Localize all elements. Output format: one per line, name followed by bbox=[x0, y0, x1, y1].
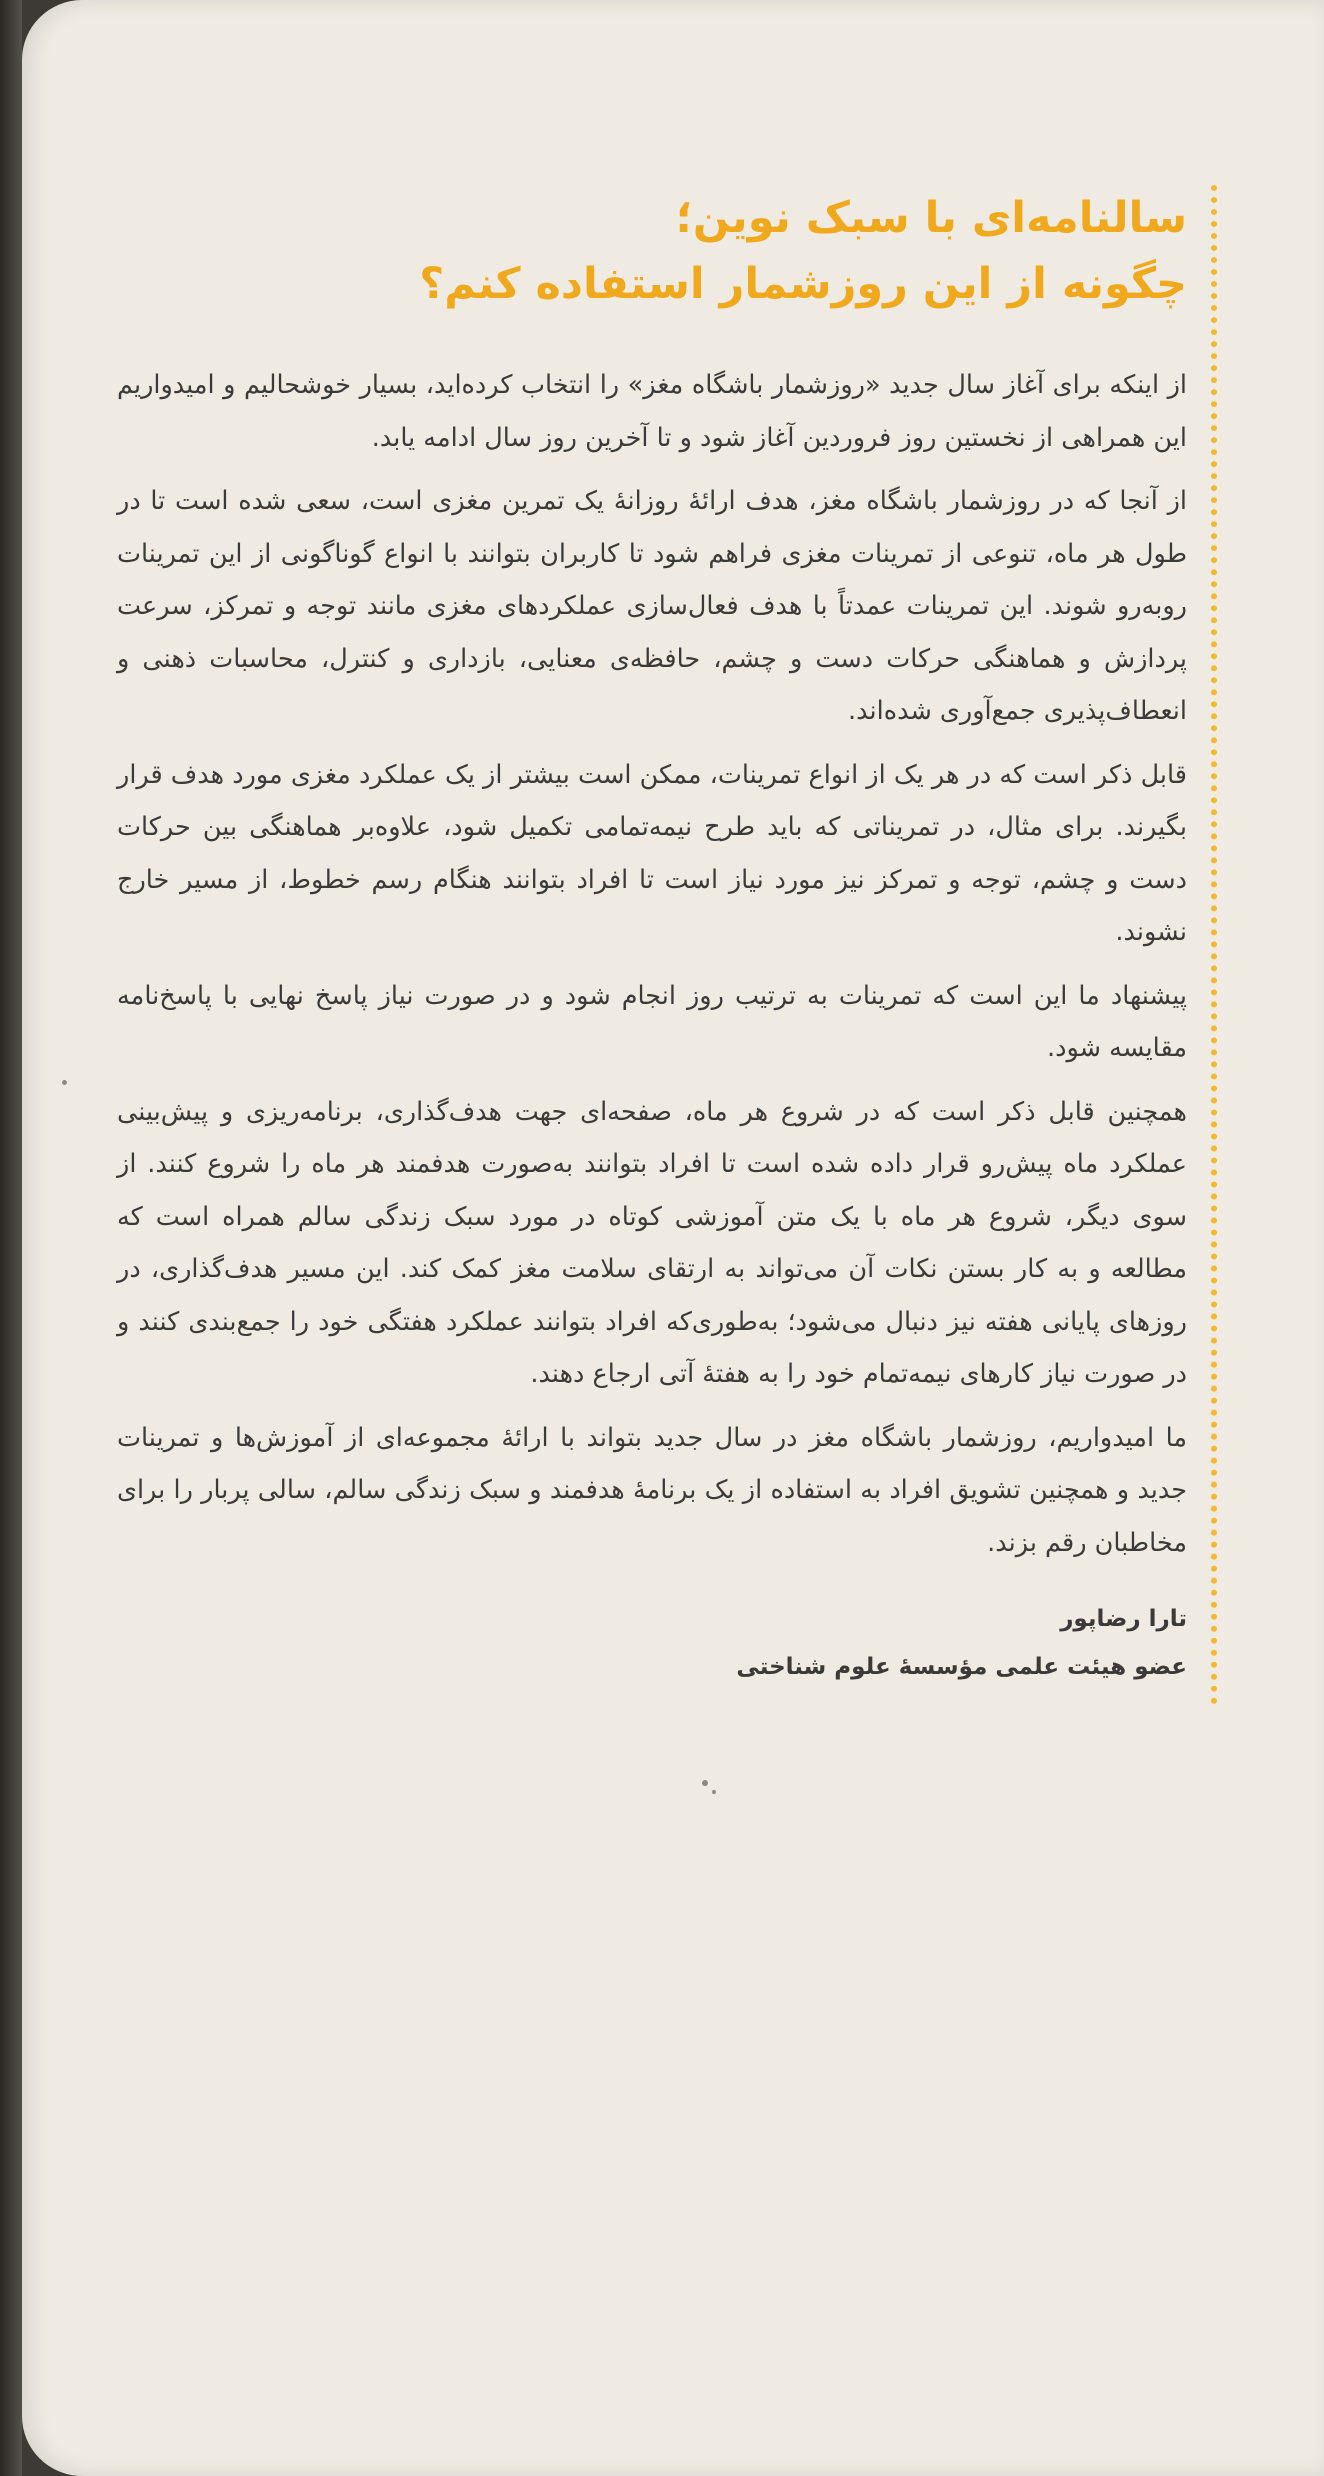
author-signature bbox=[117, 1595, 1187, 1691]
paragraph: قابل ذکر است که در هر یک از انواع تمرینات، ممکن است بیشتر از یک عملکرد مغزی مورد هدف قرار بگیرند. برای مثال، در تمریناتی که باید طرح نیمه‌تمامی تکمیل شود، علاوه‌بر هماهنگی بین حرکات دست و چشم، توجه و تمرکز نیز مورد نیاز است تا افراد بتوانند هنگام رسم خطوط، از مسیر خارج نشوند. bbox=[117, 759, 1187, 947]
paragraph: از اینکه برای آغاز سال جدید «روزشمار باشگاه مغز» را انتخاب کرده‌اید، بسیار خوشحالیم و امیدواریم این همراهی از نخستین روز فروردین آغاز شود و تا آخرین روز سال ادامه یابد. bbox=[117, 370, 1187, 453]
paper-speck bbox=[62, 1080, 67, 1085]
article-body bbox=[117, 359, 1187, 1569]
title-line-2: چگونه از این روزشمار استفاده کنم؟ bbox=[419, 259, 1187, 309]
page-title bbox=[117, 185, 1187, 317]
title-line-1: سالنامه‌ای با سبک نوین؛ bbox=[675, 193, 1187, 243]
paragraph: از آنجا که در روزشمار باشگاه مغز، هدف ارائۀ روزانۀ یک تمرین مغزی است، سعی شده است تا در طول هر ماه، تنوعی از تمرینات مغزی فراهم شود تا کاربران بتوانند با انواع گوناگونی از این تمرینات روبه‌رو شوند. این تمرینات عمدتاً با هدف فعال‌سازی عملکردهای مغزی مانند توجه و تمرکز، سرعت پردازش و هماهنگی حرکات دست و چشم، حافظه‌ی معنایی، بازداری و کنترل، محاسبات ذهنی و انعطاف‌پذیری جمع‌آوری شده‌اند. bbox=[117, 486, 1187, 726]
paper-speck bbox=[712, 1790, 716, 1794]
page-content bbox=[117, 185, 1187, 1691]
book-page bbox=[22, 0, 1324, 2476]
paragraph: پیشنهاد ما این است که تمرینات به ترتیب روز انجام شود و در صورت نیاز پاسخ نهایی با پاسخ‌نامه مقایسه شود. bbox=[117, 980, 1187, 1063]
author-name: تارا رضاپور bbox=[1060, 1606, 1187, 1632]
paragraph: ما امیدواریم، روزشمار باشگاه مغز در سال جدید بتواند با ارائۀ مجموعه‌ای از آموزش‌ها و تمرینات جدید و همچنین تشویق افراد به استفاده از یک برنامۀ هدفمند و سبک زندگی سالم، سالی پربار را برای مخاطبان رقم بزند. bbox=[117, 1422, 1187, 1558]
author-role: عضو هیئت علمی مؤسسۀ علوم شناختی bbox=[736, 1654, 1187, 1680]
book-spine-edge bbox=[0, 0, 22, 2476]
paper-speck bbox=[702, 1780, 708, 1786]
dotted-divider bbox=[1211, 185, 1217, 1705]
paragraph: همچنین قابل ذکر است که در شروع هر ماه، صفحه‌ای جهت هدف‌گذاری، برنامه‌ریزی و پیش‌بینی عملکرد ماه پیش‌رو قرار داده شده است تا افراد بتوانند به‌صورت هدفمند هر ماه را شروع کنند. از سوی دیگر، شروع هر ماه با یک متن آموزشی کوتاه در مورد سبک زندگی سالم همراه است که مطالعه و به کار بستن نکات آن می‌تواند به ارتقای سلامت مغز کمک کند. این مسیر هدف‌گذاری، در روزهای پایانی هفته نیز دنبال می‌شود؛ به‌طوری‌که افراد بتوانند عملکرد هفتگی خود را جمع‌بندی کنند و در صورت نیاز کارهای نیمه‌تمام خود را به هفتۀ آتی ارجاع دهند. bbox=[117, 1096, 1187, 1389]
